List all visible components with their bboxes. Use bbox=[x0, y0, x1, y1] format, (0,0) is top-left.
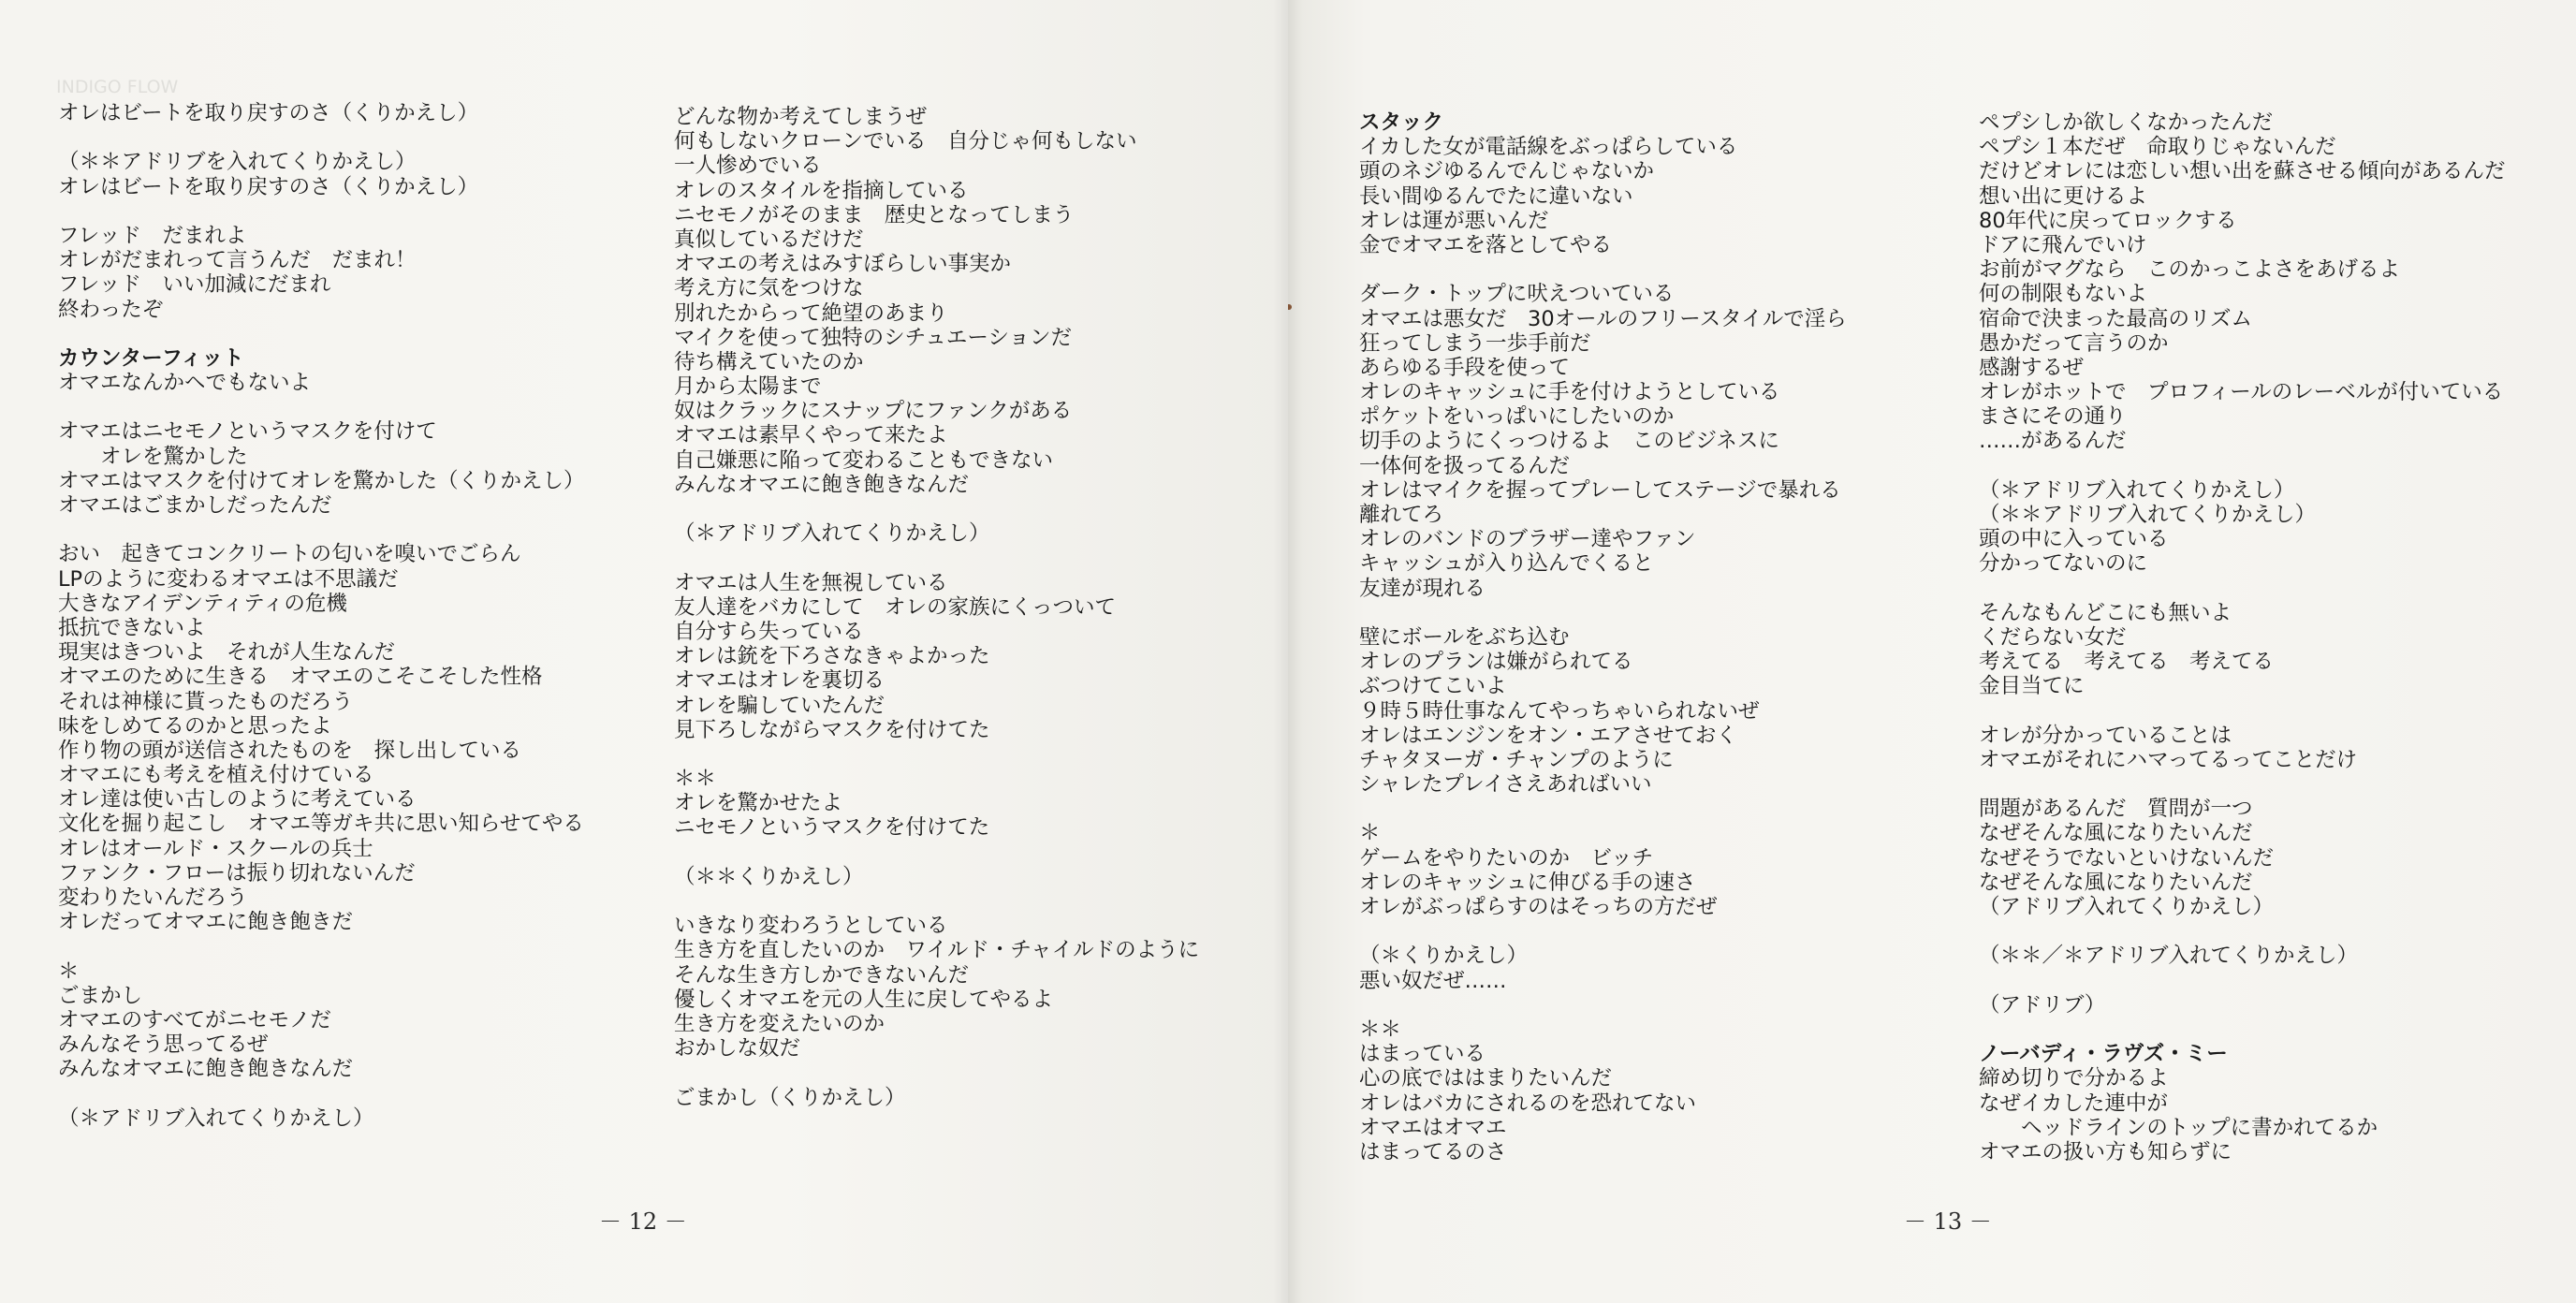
lyric-line: ごまかし bbox=[58, 983, 143, 1008]
lyric-line: ＊＊ bbox=[674, 767, 717, 792]
lyric-line: ポケットをいっぱいにしたいのか bbox=[1359, 404, 1675, 430]
lyric-line: オレが分かっていることは bbox=[1979, 723, 2232, 748]
lyric-line: 締め切りで分かるよ bbox=[1979, 1066, 2169, 1091]
lyric-line: オマエの考えはみすぼらしい事実か bbox=[674, 252, 1012, 277]
lyric-line: 月から太陽まで bbox=[674, 374, 822, 400]
lyric-line: 悪い奴だぜ…… bbox=[1359, 968, 1507, 993]
lyric-line bbox=[1979, 919, 2506, 944]
lyric-line bbox=[58, 125, 585, 150]
lyric-line: 長い間ゆるんでたに違いない bbox=[1359, 183, 1633, 209]
lyric-line: まさにその通り bbox=[1979, 404, 2127, 430]
lyric-line: オレはビートを取り戻すのさ（くりかえし） bbox=[58, 101, 479, 125]
lyric-line: なぜそうでないといけないんだ bbox=[1979, 845, 2275, 871]
lyric-line: 金目当てに bbox=[1979, 674, 2085, 699]
lyric-line: 宿命で決まった最高のリズム bbox=[1979, 306, 2253, 331]
lyric-line bbox=[1979, 969, 2506, 993]
song-title: ノーバディ・ラヴズ・ミー bbox=[1979, 1042, 2228, 1067]
lyric-line: オレのキャッシュに伸びる手の速さ bbox=[1359, 870, 1696, 895]
page-number: － 13 － bbox=[1904, 1208, 1992, 1235]
lyric-line: なぜイカした連中が bbox=[1979, 1091, 2168, 1116]
lyric-line: オマエのために生きる オマエのこそこそした性格 bbox=[58, 665, 543, 690]
lyrics-column-1 bbox=[1359, 110, 1847, 1164]
lyric-line: オレがだまれって言うんだ だまれ！ bbox=[58, 248, 417, 273]
lyric-line bbox=[674, 889, 1199, 914]
lyric-line: 抵抗できないよ bbox=[58, 615, 206, 640]
lyric-line: 自分すら失っている bbox=[674, 619, 864, 644]
lyric-line: 心の底でははまりたいんだ bbox=[1359, 1066, 1613, 1091]
lyric-line: オレは銃を下ろさなきゃよかった bbox=[674, 644, 990, 669]
page-number: － 12 － bbox=[599, 1208, 687, 1235]
lyric-line: （＊アドリブ入れてくりかえし） bbox=[1979, 477, 2295, 503]
lyric-line: オマエはオマエ bbox=[1359, 1115, 1507, 1140]
lyric-line: ぶつけてこいよ bbox=[1359, 674, 1507, 699]
lyric-line: 頭のネジゆるんでんじゃないか bbox=[1359, 159, 1655, 184]
lyric-line bbox=[1979, 699, 2506, 724]
lyric-line: あらゆる手段を使って bbox=[1359, 355, 1571, 380]
lyric-line: 狂ってしまう一歩手前だ bbox=[1359, 330, 1591, 356]
lyric-line: LPのように変わるオマエは不思議だ bbox=[58, 566, 399, 592]
lyric-line: オレがホットで プロフィールのレーベルが付いている bbox=[1979, 380, 2504, 405]
lyric-line: 友人達をバカにして オレの家族にくっついて bbox=[674, 594, 1117, 620]
lyric-line bbox=[58, 395, 585, 419]
lyric-line: オレのプランは嫌がられてる bbox=[1359, 650, 1633, 675]
lyric-line bbox=[58, 518, 585, 542]
lyric-line: 一体何を扱ってるんだ bbox=[1359, 453, 1571, 478]
lyric-line: そんな生き方しかできないんだ bbox=[674, 962, 970, 988]
lyric-line bbox=[58, 1082, 585, 1106]
lyric-line: オマエの扱い方も知らずに bbox=[1979, 1139, 2232, 1164]
lyric-line: （＊＊／＊アドリブ入れてくりかえし） bbox=[1979, 944, 2359, 969]
lyric-line bbox=[1359, 257, 1847, 282]
lyric-line bbox=[674, 1061, 1199, 1085]
lyric-line: 優しくオマエを元の人生に戻してやるよ bbox=[674, 987, 1054, 1012]
lyric-line: はまっている bbox=[1359, 1042, 1486, 1067]
lyric-line: 終わったぞ bbox=[58, 297, 164, 322]
song-title: スタック bbox=[1359, 110, 1444, 135]
lyric-line: シャレたプレイさえあればいい bbox=[1359, 772, 1652, 798]
lyric-line: それは神様に貰ったものだろう bbox=[58, 689, 354, 714]
lyric-line: 80年代に戻ってロックする bbox=[1979, 208, 2237, 233]
lyric-line: みんなそう思ってるぜ bbox=[58, 1032, 269, 1058]
lyric-line: 現実はきついよ それが人生なんだ bbox=[58, 640, 396, 666]
lyric-line: オレだってオマエに飽き飽きだ bbox=[58, 910, 354, 935]
lyric-line: 待ち構えていたのか bbox=[674, 349, 864, 374]
song-title: カウンターフィット bbox=[58, 345, 244, 371]
lyric-line: オマエがそれにハマってるってことだけ bbox=[1979, 747, 2358, 772]
lyric-line: オレはマイクを握ってプレーしてステージで暴れる bbox=[1359, 477, 1841, 503]
lyric-line: オマエはマスクを付けてオレを驚かした（くりかえし） bbox=[58, 468, 585, 493]
lyric-line: お前がマグなら このかっこよさをあげるよ bbox=[1979, 257, 2401, 283]
lyric-line: ９時５時仕事なんてやっちゃいられないぜ bbox=[1359, 698, 1760, 724]
lyric-line bbox=[1359, 601, 1847, 625]
lyric-line: オレはバカにされるのを恐れてない bbox=[1359, 1091, 1697, 1116]
lyric-line: 大きなアイデンティティの危機 bbox=[58, 591, 347, 616]
lyric-line: 真似しているだけだ bbox=[674, 227, 864, 252]
lyric-line: ゲームをやりたいのか ビッチ bbox=[1359, 845, 1654, 871]
lyric-line: マイクを使って独特のシチュエーションだ bbox=[674, 325, 1073, 350]
lyric-line: フレッド だまれよ bbox=[58, 223, 247, 248]
lyric-line: （＊アドリブ入れてくりかえし） bbox=[58, 1105, 374, 1131]
lyric-line: ニセモノというマスクを付けてた bbox=[674, 815, 990, 841]
lyric-line: 作り物の頭が送信されたものを 探し出している bbox=[58, 738, 522, 763]
book-gutter bbox=[1273, 0, 1303, 1303]
lyric-line: そんなもんどこにも無いよ bbox=[1979, 600, 2232, 625]
lyric-line: どんな物か考えてしまうぜ bbox=[674, 105, 928, 129]
lyric-line: （アドリブ） bbox=[1979, 992, 2106, 1018]
lyric-line bbox=[1979, 577, 2506, 601]
lyric-line: 何もしないクローンでいる 自分じゃ何もしない bbox=[674, 129, 1137, 154]
lyric-line: ヘッドラインのトップに書かれてるか bbox=[1979, 1115, 2378, 1140]
lyric-line: オマエは人生を無視している bbox=[674, 570, 948, 595]
lyric-line: 考え方に気をつけな bbox=[674, 276, 864, 301]
lyric-line: 想い出に更けるよ bbox=[1979, 183, 2148, 209]
lyric-line: オレを驚かした bbox=[58, 444, 248, 469]
lyric-line: 味をしめてるのかと思ったよ bbox=[58, 713, 332, 739]
lyric-line: オレはエンジンをオン・エアさせておく bbox=[1359, 723, 1737, 748]
lyric-line bbox=[1979, 772, 2506, 797]
lyric-line bbox=[674, 841, 1199, 865]
lyric-line: オマエはニセモノというマスクを付けて bbox=[58, 419, 437, 445]
lyric-line: ごまかし（くりかえし） bbox=[674, 1085, 906, 1110]
lyric-line: ＊ bbox=[58, 959, 80, 984]
lyric-line: 奴はクラックにスナップにファンクがある bbox=[674, 399, 1073, 424]
lyric-line: ドアに飛んでいけ bbox=[1979, 232, 2147, 257]
lyric-line: いきなり変わろうとしている bbox=[674, 914, 948, 939]
lyric-line: なぜそんな風になりたいんだ bbox=[1979, 821, 2253, 846]
lyric-line bbox=[1979, 1018, 2506, 1042]
lyric-line: オマエのすべてがニセモノだ bbox=[58, 1007, 331, 1032]
lyric-line bbox=[1359, 797, 1847, 821]
lyric-line: ＊＊ bbox=[1359, 1017, 1402, 1042]
lyrics-column-2 bbox=[674, 105, 1199, 1110]
lyric-line bbox=[674, 742, 1199, 767]
lyric-line: （＊＊アドリブを入れてくりかえし） bbox=[58, 150, 417, 175]
lyric-line bbox=[58, 934, 585, 959]
lyric-line: ……があるんだ bbox=[1979, 429, 2127, 454]
lyric-line: オマエは悪女だ 30オールのフリースタイルで淫ら bbox=[1359, 306, 1847, 331]
lyric-line: オレを騙していたんだ bbox=[674, 693, 886, 718]
lyric-line: オマエはオレを裏切る bbox=[674, 668, 886, 694]
lyric-line: オマエにも考えを植え付けている bbox=[58, 763, 374, 788]
lyric-line: 頭の中に入っている bbox=[1979, 527, 2169, 552]
lyric-line: 何の制限もないよ bbox=[1979, 282, 2148, 307]
lyric-line: （＊＊くりかえし） bbox=[674, 864, 864, 889]
lyric-line bbox=[674, 546, 1199, 570]
lyric-line: 別れたからって絶望のあまり bbox=[674, 300, 948, 326]
lyric-line: 自己嫌悪に陥って変わることもできない bbox=[674, 447, 1054, 473]
lyric-line: おい 起きてコンクリートの匂いを嗅いでごらん bbox=[58, 542, 521, 567]
lyric-line: オレは運が悪いんだ bbox=[1359, 208, 1549, 233]
lyric-line: オレはオールド・スクールの兵士 bbox=[58, 836, 373, 861]
lyric-line: 生き方を変えたいのか bbox=[674, 1011, 886, 1036]
lyric-line bbox=[58, 322, 585, 346]
lyric-line: ファンク・フローは振り切れないんだ bbox=[58, 860, 416, 886]
lyric-line: イカした女が電話線をぶっぱらしている bbox=[1359, 135, 1738, 160]
lyric-line: フレッド いい加減にだまれ bbox=[58, 272, 331, 298]
lyric-line: オレのスタイルを指摘している bbox=[674, 178, 969, 203]
lyric-line: 変わりたいんだろう bbox=[58, 886, 248, 910]
lyric-line bbox=[58, 199, 585, 224]
bleed-through-text: INDIGO FLOW bbox=[56, 77, 179, 97]
lyric-line: 愚かだって言うのか bbox=[1979, 330, 2169, 356]
lyric-line: ニセモノがそのまま 歴史となってしまう bbox=[674, 202, 1075, 227]
lyric-line: 一人惨めでいる bbox=[674, 154, 822, 179]
lyric-line: （＊アドリブ入れてくりかえし） bbox=[674, 521, 990, 547]
lyric-line: みんなオマエに飽き飽きなんだ bbox=[674, 472, 970, 497]
lyric-line: 見下ろしながらマスクを付けてた bbox=[674, 717, 990, 742]
lyric-line: オマエは素早くやって来たよ bbox=[674, 423, 948, 448]
lyric-line: くだらない女だ bbox=[1979, 624, 2127, 650]
lyric-line: 問題があるんだ 質問が一つ bbox=[1979, 797, 2253, 822]
lyrics-column-2 bbox=[1979, 110, 2506, 1164]
lyric-line: オレがぶっぱらすのはそっちの方だぜ bbox=[1359, 895, 1718, 919]
lyric-line: 金でオマエを落としてやる bbox=[1359, 232, 1613, 257]
lyric-line: みんなオマエに飽き飽きなんだ bbox=[58, 1057, 354, 1082]
lyric-line: 生き方を直したいのか ワイルド・チャイルドのように bbox=[674, 938, 1200, 963]
lyric-line: おかしな奴だ bbox=[674, 1036, 801, 1061]
lyric-line: 感謝するぜ bbox=[1979, 355, 2084, 380]
lyric-line: チャタヌーガ・チャンプのように bbox=[1359, 747, 1674, 772]
lyric-line: オマエはごまかしだったんだ bbox=[58, 493, 332, 518]
lyric-line bbox=[1359, 919, 1847, 944]
lyric-line: オレを驚かせたよ bbox=[674, 791, 843, 816]
lyric-line: なぜそんな風になりたいんだ bbox=[1979, 870, 2253, 895]
lyric-line bbox=[674, 497, 1199, 521]
lyric-line bbox=[1359, 993, 1847, 1018]
lyric-line: キャッシュが入り込んでくると bbox=[1359, 551, 1654, 577]
lyric-line: オマエなんかヘでもないよ bbox=[58, 371, 312, 396]
lyric-line: （アドリブ入れてくりかえし） bbox=[1979, 895, 2275, 919]
lyric-line: 分かってないのに bbox=[1979, 551, 2148, 577]
page-13 bbox=[1288, 0, 2576, 1303]
lyric-line: 離れてろ bbox=[1359, 503, 1444, 527]
lyric-line: 友達が現れる bbox=[1359, 576, 1486, 601]
lyric-line: ダーク・トップに吠えついている bbox=[1359, 282, 1675, 307]
lyric-line: （＊＊アドリブ入れてくりかえし） bbox=[1979, 503, 2317, 527]
lyric-line: はまってるのさ bbox=[1359, 1139, 1507, 1164]
lyric-line: （＊くりかえし） bbox=[1359, 944, 1529, 969]
lyric-line: 切手のようにくっつけるよ このビジネスに bbox=[1359, 429, 1779, 454]
lyric-line: ＊ bbox=[1359, 821, 1381, 846]
lyrics-column-1 bbox=[58, 101, 585, 1131]
lyric-line bbox=[1979, 454, 2506, 478]
lyric-line: ペプシしか欲しくなかったんだ bbox=[1979, 110, 2274, 135]
lyric-line: ペプシ１本だぜ 命取りじゃないんだ bbox=[1979, 135, 2336, 160]
lyric-line: オレのバンドのブラザー達やファン bbox=[1359, 527, 1696, 552]
lyric-line: オレ達は使い古しのように考えている bbox=[58, 787, 417, 813]
lyric-line: 文化を掘り起こし オマエ等ガキ共に思い知らせてやる bbox=[58, 812, 584, 837]
lyric-line: 考えてる 考えてる 考えてる bbox=[1979, 650, 2275, 675]
lyric-line: オレはビートを取り戻すのさ（くりかえし） bbox=[58, 174, 479, 199]
lyric-line: オレのキャッシュに手を付けようとしている bbox=[1359, 380, 1780, 405]
lyric-line: 壁にボールをぶち込む bbox=[1359, 624, 1570, 650]
lyric-line: だけどオレには恋しい想い出を蘇させる傾向があるんだ bbox=[1979, 159, 2506, 184]
